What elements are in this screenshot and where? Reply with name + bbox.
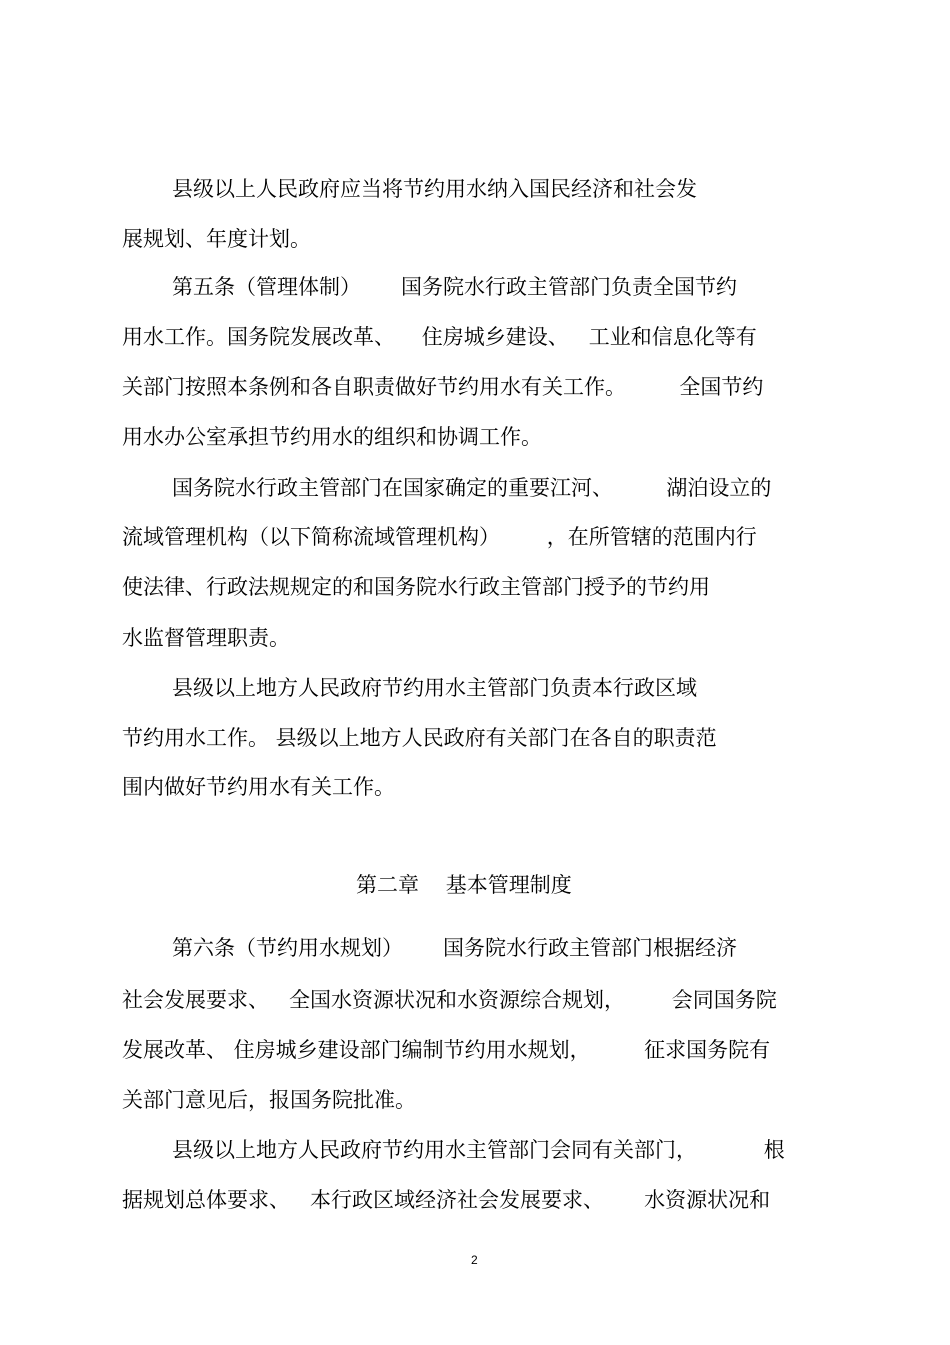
paragraph-line: 流域管理机构（以下简称流域管理机构） ，在所管辖的范围内行 xyxy=(122,525,757,549)
chapter-heading: 第二章 基本管理制度 xyxy=(356,873,572,897)
paragraph-line: 国务院水行政主管部门在国家确定的重要江河、 湖泊设立的 xyxy=(172,476,772,500)
paragraph-line: 关部门按照本条例和各自职责做好节约用水有关工作。 全国节约 xyxy=(122,375,764,399)
paragraph-line: 县级以上地方人民政府节约用水主管部门负责本行政区域 xyxy=(172,676,697,700)
paragraph-line: 县级以上人民政府应当将节约用水纳入国民经济和社会发 xyxy=(172,177,697,201)
paragraph-line: 节约用水工作。 县级以上地方人民政府有关部门在各自的职责范 xyxy=(122,726,717,750)
paragraph-line: 用水办公室承担节约用水的组织和协调工作。 xyxy=(122,425,542,449)
paragraph-line: 发展改革、 住房城乡建设部门编制节约用水规划， 征求国务院有 xyxy=(122,1038,771,1062)
paragraph-line: 据规划总体要求、 本行政区域经济社会发展要求、 水资源状况和 xyxy=(122,1188,771,1212)
paragraph-line: 社会发展要求、 全国水资源状况和水资源综合规划， 会同国务院 xyxy=(122,988,777,1012)
paragraph-line: 展规划、年度计划。 xyxy=(122,227,311,251)
page-number: 2 xyxy=(471,1253,478,1267)
paragraph-line: 使法律、行政法规规定的和国务院水行政主管部门授予的节约用 xyxy=(122,575,710,599)
paragraph-line: 水监督管理职责。 xyxy=(122,626,290,650)
article-heading-line: 第六条（节约用水规划） 国务院水行政主管部门根据经济 xyxy=(172,936,738,960)
paragraph-line: 县级以上地方人民政府节约用水主管部门会同有关部门， 根 xyxy=(172,1138,785,1162)
paragraph-line: 关部门意见后，报国务院批准。 xyxy=(122,1088,416,1112)
paragraph-line: 围内做好节约用水有关工作。 xyxy=(122,775,395,799)
article-heading-line: 第五条（管理体制） 国务院水行政主管部门负责全国节约 xyxy=(172,275,738,299)
paragraph-line: 用水工作。国务院发展改革、 住房城乡建设、 工业和信息化等有 xyxy=(122,325,757,349)
